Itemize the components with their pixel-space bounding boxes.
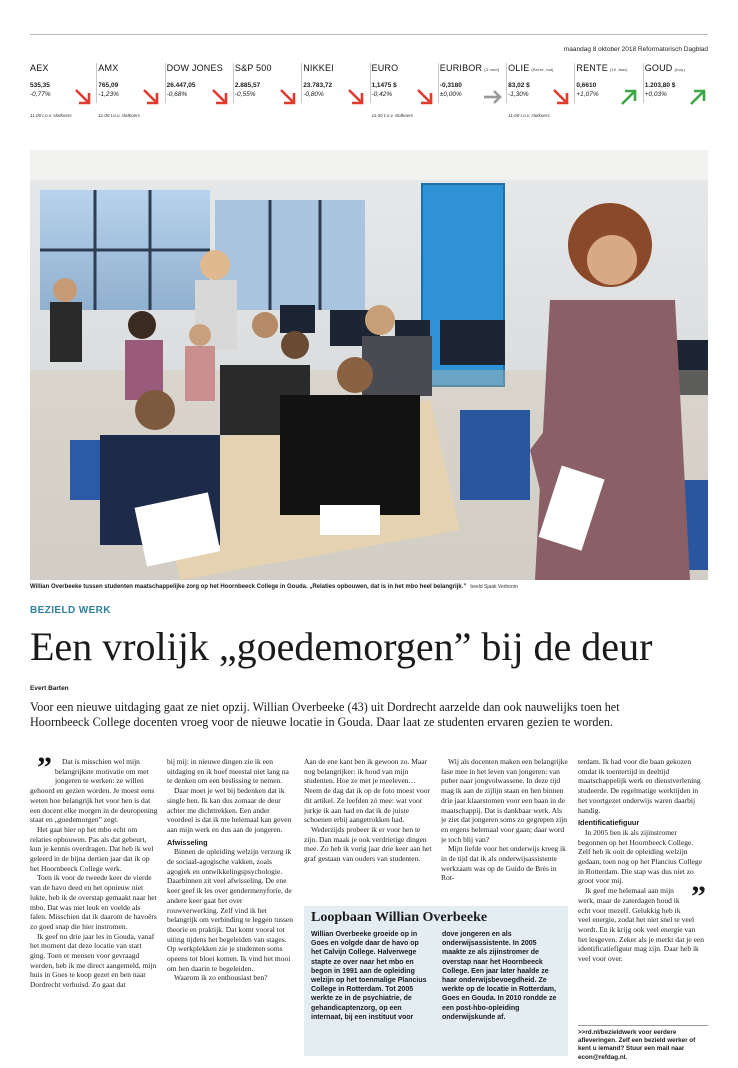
ticker-value: 26.447,05 <box>166 82 196 89</box>
ticker-name: EURIBOR (3 mnd) <box>439 63 500 73</box>
paragraph: Het gaat hier op het mbo echt om relaties opbouwen. Pas als dat gebeurt, kun je kennis overdragen. Dat heb ik wel geleerd in de bijna dertien jaar dat ik op het Hoornbeeck College werk. <box>30 824 154 873</box>
ticker-separator <box>233 63 234 103</box>
paragraph: Dat is misschien wel mijn belangrijkste motivatie om met jongeren te werken: ze willen gehoord en gezien worden. Je moest eens weten hoe belangrijk het voor hen is dat een docent elke morgen in de deuropening staat en „goedemorgen” zegt. <box>30 757 158 825</box>
arrow-down-icon <box>551 87 571 107</box>
arrow-down-icon <box>278 87 298 107</box>
ticker-change: -1,30% <box>508 91 529 98</box>
ticker-value: 765,09 <box>98 82 119 89</box>
ticker-subname: (3 mnd) <box>484 67 500 72</box>
ticker-item <box>30 63 96 123</box>
paragraph: Waarom ik zo enthousiast ben? <box>174 973 268 983</box>
paragraph: Binnen de opleiding welzijn verzorg ik de sociaal-agogische vakken, zoals agogiek en ontwikkelingspsychologie. Daarbinnen zit veel afwisseling. De ene keer geef ik les over gendermenyforie, de andere keer gaat het over rouwverwerking. Zelf vind ik het belangrijk om verbinding te leggen tussen theorie en praktijk. Dat komt vooral tot uiting tijdens het begeleiden van stages. Op werkplekken zie je studenten soms opeens tot bloei komen. Ik vind het mooi om hen daarin te begeleiden. <box>167 847 294 973</box>
ticker-item <box>576 63 642 123</box>
ticker-separator <box>506 63 507 103</box>
ticker-value: 1.203,80 $ <box>644 82 676 89</box>
body-column-5 <box>578 757 706 964</box>
ticker-subname: (Brent, vat) <box>531 67 554 72</box>
body-column-1 <box>30 751 158 990</box>
paragraph: Ik geef nu drie jaar les in Gouda, vanaf het moment dat deze locatie van start ging. Toen er mensen voor gevraagd werden, heb ik me direct aangemeld, mijn huis in Goes te koop gezet en ben naar Dordrecht verhuisd. Zo gaat dat <box>30 931 157 990</box>
paragraph: Daar moet je wel bij bedenken dat ik single ben. Ik kan dus zomaar de deur achter me dichttrekken. Een ander voordeel is dat ik me helemaal kan geven aan mijn werk en dus aan de jongeren. <box>167 786 292 834</box>
ticker-name: OLIE (Brent, vat) <box>508 63 554 73</box>
ticker-separator <box>301 63 302 103</box>
ticker-name: GOUD (troy) <box>644 63 686 73</box>
ticker-item <box>372 63 438 123</box>
article-headline: Een vrolijk „goedemorgen” bij de deur <box>30 624 653 669</box>
arrow-down-icon <box>415 87 435 107</box>
ticker-name: S&P 500 <box>234 63 272 73</box>
footnote[interactable]: >>rd.nl/bezieldwerk voor eerdere afleveringen. Zelf een bezield werker of kent u iemand? Stuur een mail naar econ@refdag.nl. <box>578 1025 708 1062</box>
ticker-value: 0,6610 <box>576 82 597 89</box>
ticker-name: AMX <box>98 63 119 73</box>
paragraph: Wederzijds probeer ik er voor hen te zijn. Dan maak je ook verdrietige dingen mee. Zo heb ik vorig jaar drie keer aan het graf gestaan van ouders van studenten. <box>304 824 432 864</box>
ticker-name: NIKKEI <box>303 63 334 73</box>
ticker-change: -0,42% <box>371 91 393 98</box>
paragraph: Wij als docenten maken een belangrijke fase mee in het leven van jongeren: van puber naar jongvolwassene. In deze tijd mag ik aan de zijlijn staan en hen binnen drie jaar klaarstomen voor een baan in de maatschappij. Dat is dankbaar werk. Als je ziet dat jongeren soms zo gegrepen zijn en ergens helemaal voor gaan; daar word je toch blij van? <box>441 757 568 844</box>
ticker-item <box>235 63 301 123</box>
paragraph: Mijn liefde voor het onderwijs kreeg ik in de tijd dat ik als onderwijsassistente werkzaam was op de Guido de Brès in Rot- <box>441 844 566 883</box>
ticker-note: 11.00 t.o.v. slotkoers <box>371 113 414 118</box>
paragraph: Aan de ene kant ben ik gewoon zo. Maar nog belangrijker: ik houd van mijn studenten. Hoe ze met je meeleven… Neem de dag dat ik op de foto moest voor dit artikel. Ze leefden zó mee: wat voor jurkje ik aan had en dat ik de juiste schoenen erbij aangetrokken had. <box>304 757 431 825</box>
body-column-2 <box>167 757 295 983</box>
ticker-name: AEX <box>30 63 49 73</box>
arrow-up-icon <box>619 87 639 107</box>
paragraph: bij mij: in nieuwe dingen zie ik een uitdaging en ik hoef meestal niet lang na te denken om een beslissing te nemen. <box>167 757 289 786</box>
article-lede: Voor een nieuwe uitdaging gaat ze niet opzij. Willian Overbeeke (43) uit Dordrecht aarzelde dan ook nauwelijks toen het Hoornbeeck College docenten vroeg voor de nieuwe locatie in Gouda. Daar laat ze studenten ervaren gezien te worden. <box>30 700 620 729</box>
article-photo <box>30 150 708 580</box>
date-line: maandag 8 oktober 2018 Reformatorisch Dagblad <box>563 46 708 53</box>
ticker-value: 535,35 <box>30 82 50 89</box>
paragraph: In 2005 ben ik als zijinstromer begonnen op het Hoornbeeck College. Zelf heb ik ooit de opleiding welzijn gedaan, toen nog op het Plancius College in Rotterdam. Die stap was dus niet zo groot voor mij. <box>578 827 702 886</box>
subhead: Identificatiefiguur <box>578 818 640 828</box>
photo-credit: beeld Sjaak Verboom <box>470 584 518 590</box>
box-text: Willian Overbeeke groeide op in Goes en volgde daar de havo op het Calvijn College. Halverwege stapte ze over naar het mbo en begon in 1991 aan de opleiding welzijn op het toenmalige Plancius College in Rotterdam. Tot 2005 werkte ze in de psychiatrie, de gehandicaptenzorg, op een internaat, bij een instituut voor dove jongeren en als onderwijsassistente. In 2005 maakte ze als zijinstromer de overstap naar het Hoornbeeck College. Een jaar later haalde ze haar onderwijsbevoegdheid. Ze werkte op de locatie in Rotterdam, Goes en Gouda. In 2010 rondde ze een post-hbo-opleiding onderwijskunde af. <box>311 931 557 1021</box>
section-kicker: BEZIELD WERK <box>30 605 111 616</box>
career-box <box>304 906 568 1056</box>
paragraph: terdam. Ik had voor die baan gekozen omdat ik toentertijd in deeltijd maatschappelijk werk en dienstverlening studeerde. De regelmatige werktijden in het voortgezet onderwijs waren daarbij handig. <box>578 757 701 815</box>
ticker-name: EURO <box>371 63 399 73</box>
ticker-item <box>440 63 506 123</box>
ticker-note: 11.00 t.o.v. slotkoers <box>30 113 72 118</box>
ticker-item <box>303 63 369 123</box>
arrow-down-icon <box>73 87 93 107</box>
ticker-subname: (10 Jaar) <box>609 67 628 72</box>
ticker-change: +0,03% <box>644 91 667 98</box>
top-rule <box>30 34 708 35</box>
ticker-note: 11.00 t.o.v. slotkoers <box>98 113 141 118</box>
ticker-item <box>98 63 164 123</box>
arrow-down-icon <box>210 87 230 107</box>
ticker-subname: (troy) <box>674 67 686 72</box>
ticker-change: -0,77% <box>30 91 51 98</box>
ticker-name: RENTE (10 Jaar) <box>576 63 628 73</box>
arrow-up-icon <box>688 87 708 107</box>
ticker-value: 23.783,72 <box>303 82 333 89</box>
arrow-right-icon <box>483 87 503 107</box>
article-byline: Evert Barten <box>30 685 69 692</box>
ticker-value: 1,1475 $ <box>371 82 397 89</box>
ticker-item <box>508 63 574 123</box>
market-ticker <box>30 63 708 123</box>
subhead: Afwisseling <box>167 837 208 847</box>
body-column-3 <box>304 757 432 864</box>
caption-text: Willian Overbeeke tussen studenten maatschappelijke zorg op het Hoornbeeck College in Gouda. „Relaties opbouwen, dat is in het mbo heel belangrijk.” <box>30 584 467 590</box>
arrow-down-icon <box>346 87 366 107</box>
open-quote-icon: ” <box>37 751 52 784</box>
ticker-change: -0,80% <box>303 91 324 98</box>
ticker-change: -1,23% <box>98 91 119 98</box>
ticker-change: -0,68% <box>166 91 188 98</box>
ticker-separator <box>370 63 371 103</box>
ticker-change: ±0,00% <box>439 91 462 98</box>
paragraph: Toen ik voor de tweede keer de vierde van de havo deed en het opnieuw niet lukte, heb ik de overstap gemaakt naar het mbo. Dat was niet leuk en voelde als falen. Misschien dat ik daarom de havoërs zo goed snap die hier instromen. <box>30 873 157 931</box>
paragraph: Ik geef me helemaal aan mijn werk, maar de zaterdagen houd ik echt voor mezelf. Gelukkig heb ik veel energie, zodat het niet snel te veel wordt. En ik krijg ook veel energie van het lesgeven. Zeker als je merkt dat je een identificatiefiguur mag zijn. Daar heb ik veel voor over. <box>578 886 704 964</box>
ticker-separator <box>574 63 575 103</box>
box-title: Loopbaan Willian Overbeeke <box>311 910 488 925</box>
ticker-note: 11.00 t.o.v. slotkoers <box>508 113 550 118</box>
ticker-name: DOW JONES <box>166 63 223 73</box>
ticker-change: -0,55% <box>234 91 256 98</box>
ticker-separator <box>165 63 166 103</box>
body-column-4 <box>441 757 569 911</box>
ticker-separator <box>438 63 439 103</box>
ticker-value: -0,3180 <box>439 82 462 89</box>
ticker-value: 2.885,57 <box>234 82 261 89</box>
close-quote-icon: ” <box>691 880 706 914</box>
ticker-separator <box>96 63 97 103</box>
ticker-item <box>167 63 233 123</box>
classroom-photo <box>30 150 708 580</box>
photo-caption <box>30 584 708 590</box>
ticker-value: 83,02 $ <box>508 82 530 89</box>
arrow-down-icon <box>141 87 161 107</box>
ticker-item <box>645 63 711 123</box>
ticker-separator <box>643 63 644 103</box>
ticker-change: +1,07% <box>576 91 599 98</box>
